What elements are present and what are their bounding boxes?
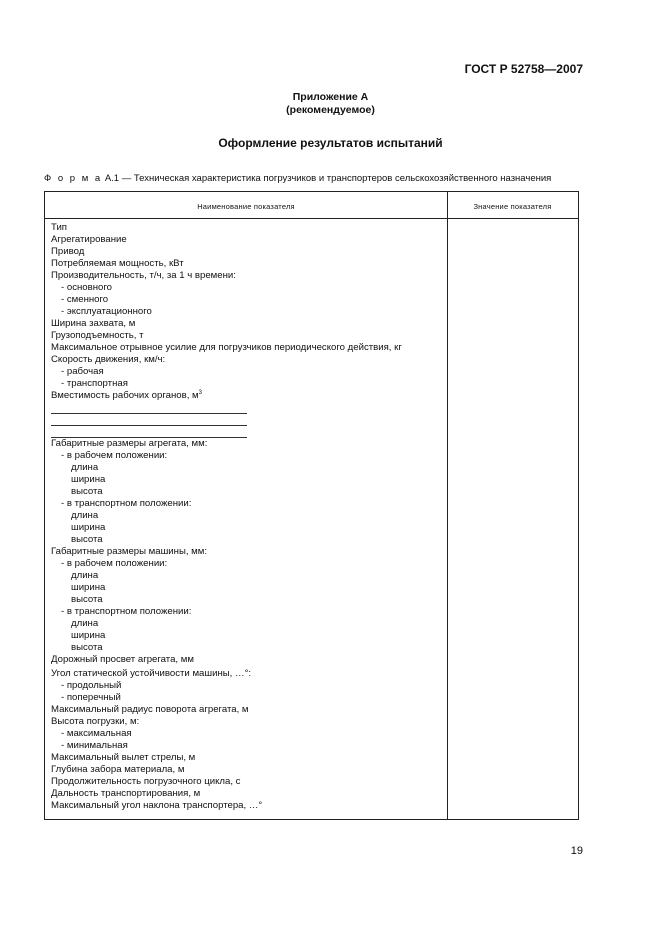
table-row (51, 740, 443, 752)
row-label: высота (71, 642, 103, 653)
row-label: высота (71, 486, 103, 497)
table-row (51, 594, 443, 606)
row-superscript: 3 (198, 389, 202, 396)
table-row (51, 704, 443, 716)
table-row (51, 366, 443, 378)
blank-entry-line (51, 402, 247, 414)
form-caption (44, 173, 551, 184)
table-row (51, 728, 443, 740)
row-label: Глубина забора материала, м (51, 764, 185, 775)
row-label: Потребляемая мощность, кВт (51, 258, 184, 269)
table-row (51, 234, 443, 246)
table-row (51, 546, 443, 558)
table-row (51, 306, 443, 318)
table-row (51, 788, 443, 800)
table-row (51, 258, 443, 270)
form-label: Ф о р м а (44, 173, 103, 184)
column-divider (447, 192, 448, 819)
row-label: - в рабочем положении: (61, 450, 168, 461)
row-label: - продольный (61, 680, 122, 691)
column-header-name: Наименование показателя (197, 202, 295, 211)
appendix-heading (0, 91, 661, 117)
row-label: - эксплуатационного (61, 306, 152, 317)
table-row (51, 716, 443, 728)
table-row (51, 510, 443, 522)
row-label: длина (71, 618, 99, 629)
row-label: длина (71, 462, 99, 473)
row-label: длина (71, 570, 99, 581)
appendix-subtitle: (рекомендуемое) (286, 104, 375, 116)
row-label: высота (71, 534, 103, 545)
table-row (51, 390, 443, 402)
table-row (51, 630, 443, 642)
appendix-title: Приложение А (292, 91, 369, 103)
table-row (51, 498, 443, 510)
row-label: Высота погрузки, м: (51, 716, 140, 727)
row-label: Максимальный угол наклона транспортера, …° (51, 800, 263, 811)
row-label: ширина (71, 582, 106, 593)
section-title: Оформление результатов испытаний (218, 136, 443, 150)
table-row (51, 450, 443, 462)
row-label: Грузоподъемность, т (51, 330, 144, 341)
row-label: Скорость движения, км/ч: (51, 354, 166, 365)
table-row (51, 570, 443, 582)
table-row (51, 800, 443, 812)
table-row (51, 522, 443, 534)
row-label: Дорожный просвет агрегата, мм (51, 654, 194, 665)
table-row (51, 642, 443, 654)
table-row (51, 486, 443, 498)
table-row (51, 582, 443, 594)
table-row (51, 776, 443, 788)
row-label: - максимальная (61, 728, 132, 739)
row-label: Вместимость рабочих органов, м (51, 390, 199, 401)
table-row (51, 330, 443, 342)
row-label: длина (71, 510, 99, 521)
table-row (51, 534, 443, 546)
table-row (51, 654, 443, 666)
table-row (51, 270, 443, 282)
table-row (51, 354, 443, 366)
row-label: - минимальная (61, 740, 128, 751)
row-label: Привод (51, 246, 85, 257)
characteristics-table (44, 191, 579, 820)
row-label: высота (71, 594, 103, 605)
row-label: Максимальное отрывное усилие для погрузчиков периодического действия, кг (51, 342, 402, 353)
row-label: Тип (51, 222, 67, 233)
row-label: Угол статической устойчивости машины, …°: (51, 668, 252, 679)
table-row (51, 282, 443, 294)
table-row (51, 474, 443, 486)
table-row (51, 606, 443, 618)
row-label: Продолжительность погрузочного цикла, с (51, 776, 241, 787)
row-label: - рабочая (61, 366, 104, 377)
row-label: - в транспортном положении: (61, 606, 192, 617)
row-label: Габаритные размеры агрегата, мм: (51, 438, 208, 449)
table-row (51, 318, 443, 330)
row-label: - в рабочем положении: (61, 558, 168, 569)
column-header-value: Значение показателя (473, 202, 552, 211)
row-label: Производительность, т/ч, за 1 ч времени: (51, 270, 236, 281)
form-caption-text: А.1 — Техническая характеристика погрузчиков и транспортеров сельскохозяйственного назначения (104, 173, 552, 184)
row-label: Габаритные размеры машины, мм: (51, 546, 208, 557)
table-row (51, 462, 443, 474)
row-label: - поперечный (61, 692, 121, 703)
table-rows (51, 222, 443, 812)
table-row (51, 558, 443, 570)
row-label: - транспортная (61, 378, 128, 389)
page-number: 19 (570, 845, 583, 857)
table-row (51, 692, 443, 704)
document-code: ГОСТ Р 52758—2007 (464, 62, 583, 76)
table-row (51, 246, 443, 258)
table-row (51, 438, 443, 450)
table-row (51, 342, 443, 354)
table-row (51, 764, 443, 776)
header-divider (45, 218, 578, 219)
row-label: ширина (71, 522, 106, 533)
row-label: ширина (71, 474, 106, 485)
row-label: Максимальный вылет стрелы, м (51, 752, 196, 763)
blank-entry-line (51, 414, 247, 426)
blank-entry-line (51, 426, 247, 438)
row-label: - сменного (61, 294, 109, 305)
table-row (51, 752, 443, 764)
table-row (51, 618, 443, 630)
table-row (51, 680, 443, 692)
table-row (51, 222, 443, 234)
table-row (51, 294, 443, 306)
row-label: Максимальный радиус поворота агрегата, м (51, 704, 249, 715)
row-label: - основного (61, 282, 112, 293)
row-label: Ширина захвата, м (51, 318, 136, 329)
row-label: Дальность транспортирования, м (51, 788, 201, 799)
row-label: - в транспортном положении: (61, 498, 192, 509)
row-label: Агрегатирование (51, 234, 127, 245)
row-label: ширина (71, 630, 106, 641)
table-row (51, 668, 443, 680)
table-row (51, 378, 443, 390)
